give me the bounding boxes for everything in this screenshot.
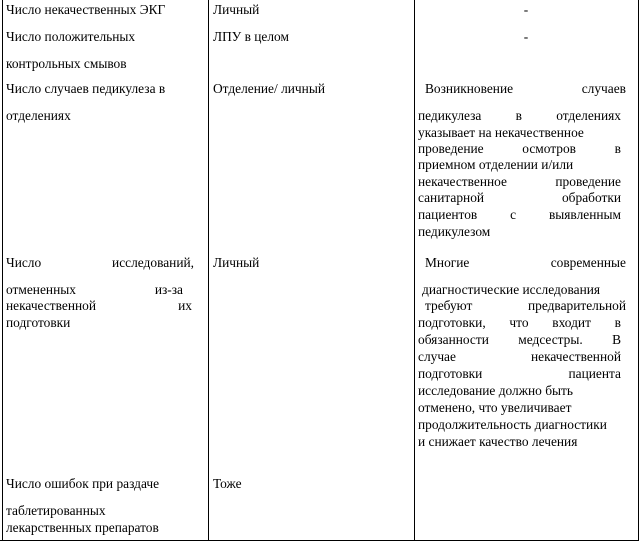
note-text: подготовки пациента xyxy=(418,366,621,381)
level-text: Тоже xyxy=(213,476,242,491)
note-text: педикулезом xyxy=(418,224,491,239)
table-border-left xyxy=(2,0,3,541)
note-text: подготовки, что входит в xyxy=(418,315,621,330)
indicator-text: некачественной их xyxy=(6,298,192,313)
note-text: - xyxy=(523,29,529,44)
note-text: Возникновение случаев xyxy=(425,81,626,96)
note-text: проведение осмотров в xyxy=(418,141,621,156)
note-text: некачественное проведение xyxy=(418,174,621,189)
note-text: указывает на некачественное xyxy=(418,125,584,140)
note-text: и снижает качество лечения xyxy=(418,434,578,449)
indicator-text: контрольных смывов xyxy=(6,56,127,71)
note-text: отменено, что увеличивает xyxy=(418,400,572,415)
indicator-text: лекарственных препаратов xyxy=(6,520,159,535)
column-divider-2 xyxy=(414,0,415,541)
indicator-text: таблетированных xyxy=(6,503,106,518)
indicator-text xyxy=(6,29,194,45)
note-text: санитарной обработки xyxy=(418,190,621,205)
level-text: Отделение/ личный xyxy=(213,81,325,96)
indicator-text: подготовки xyxy=(6,315,71,330)
note-text: педикулеза в отделениях xyxy=(418,108,621,123)
note-text: приемном отделении и/или xyxy=(418,157,574,172)
note-text: Многие современные xyxy=(425,255,626,270)
level-text: ЛПУ в целом xyxy=(213,29,289,44)
note-text: обязанности медсестры. В xyxy=(418,332,621,347)
note-text: пациентов с выявленным xyxy=(418,207,621,222)
note-text: - xyxy=(523,2,529,17)
level-text: Личный xyxy=(213,255,260,270)
note-text: случае некачественной xyxy=(418,349,621,364)
indicator-text: Число исследований, xyxy=(6,255,194,270)
indicator-text: отделениях xyxy=(6,108,71,123)
indicator-text: Число некачественных ЭКГ xyxy=(6,2,166,17)
note-text: диагностические исследования xyxy=(422,282,601,297)
indicator-text: Число случаев педикулеза в xyxy=(6,81,166,96)
word: Число положительных xyxy=(6,29,136,44)
column-divider-1 xyxy=(208,0,209,541)
indicator-text: Число ошибок при раздаче xyxy=(6,476,160,491)
level-text: Личный xyxy=(213,2,260,17)
table-border-bottom xyxy=(0,540,639,541)
note-text: требуют предварительной xyxy=(425,298,626,313)
indicator-text: отмененных из-за xyxy=(6,282,183,297)
table-border-right xyxy=(638,0,639,541)
note-text: продолжительность диагностики xyxy=(418,417,607,432)
note-text: исследование должно быть xyxy=(418,383,573,398)
